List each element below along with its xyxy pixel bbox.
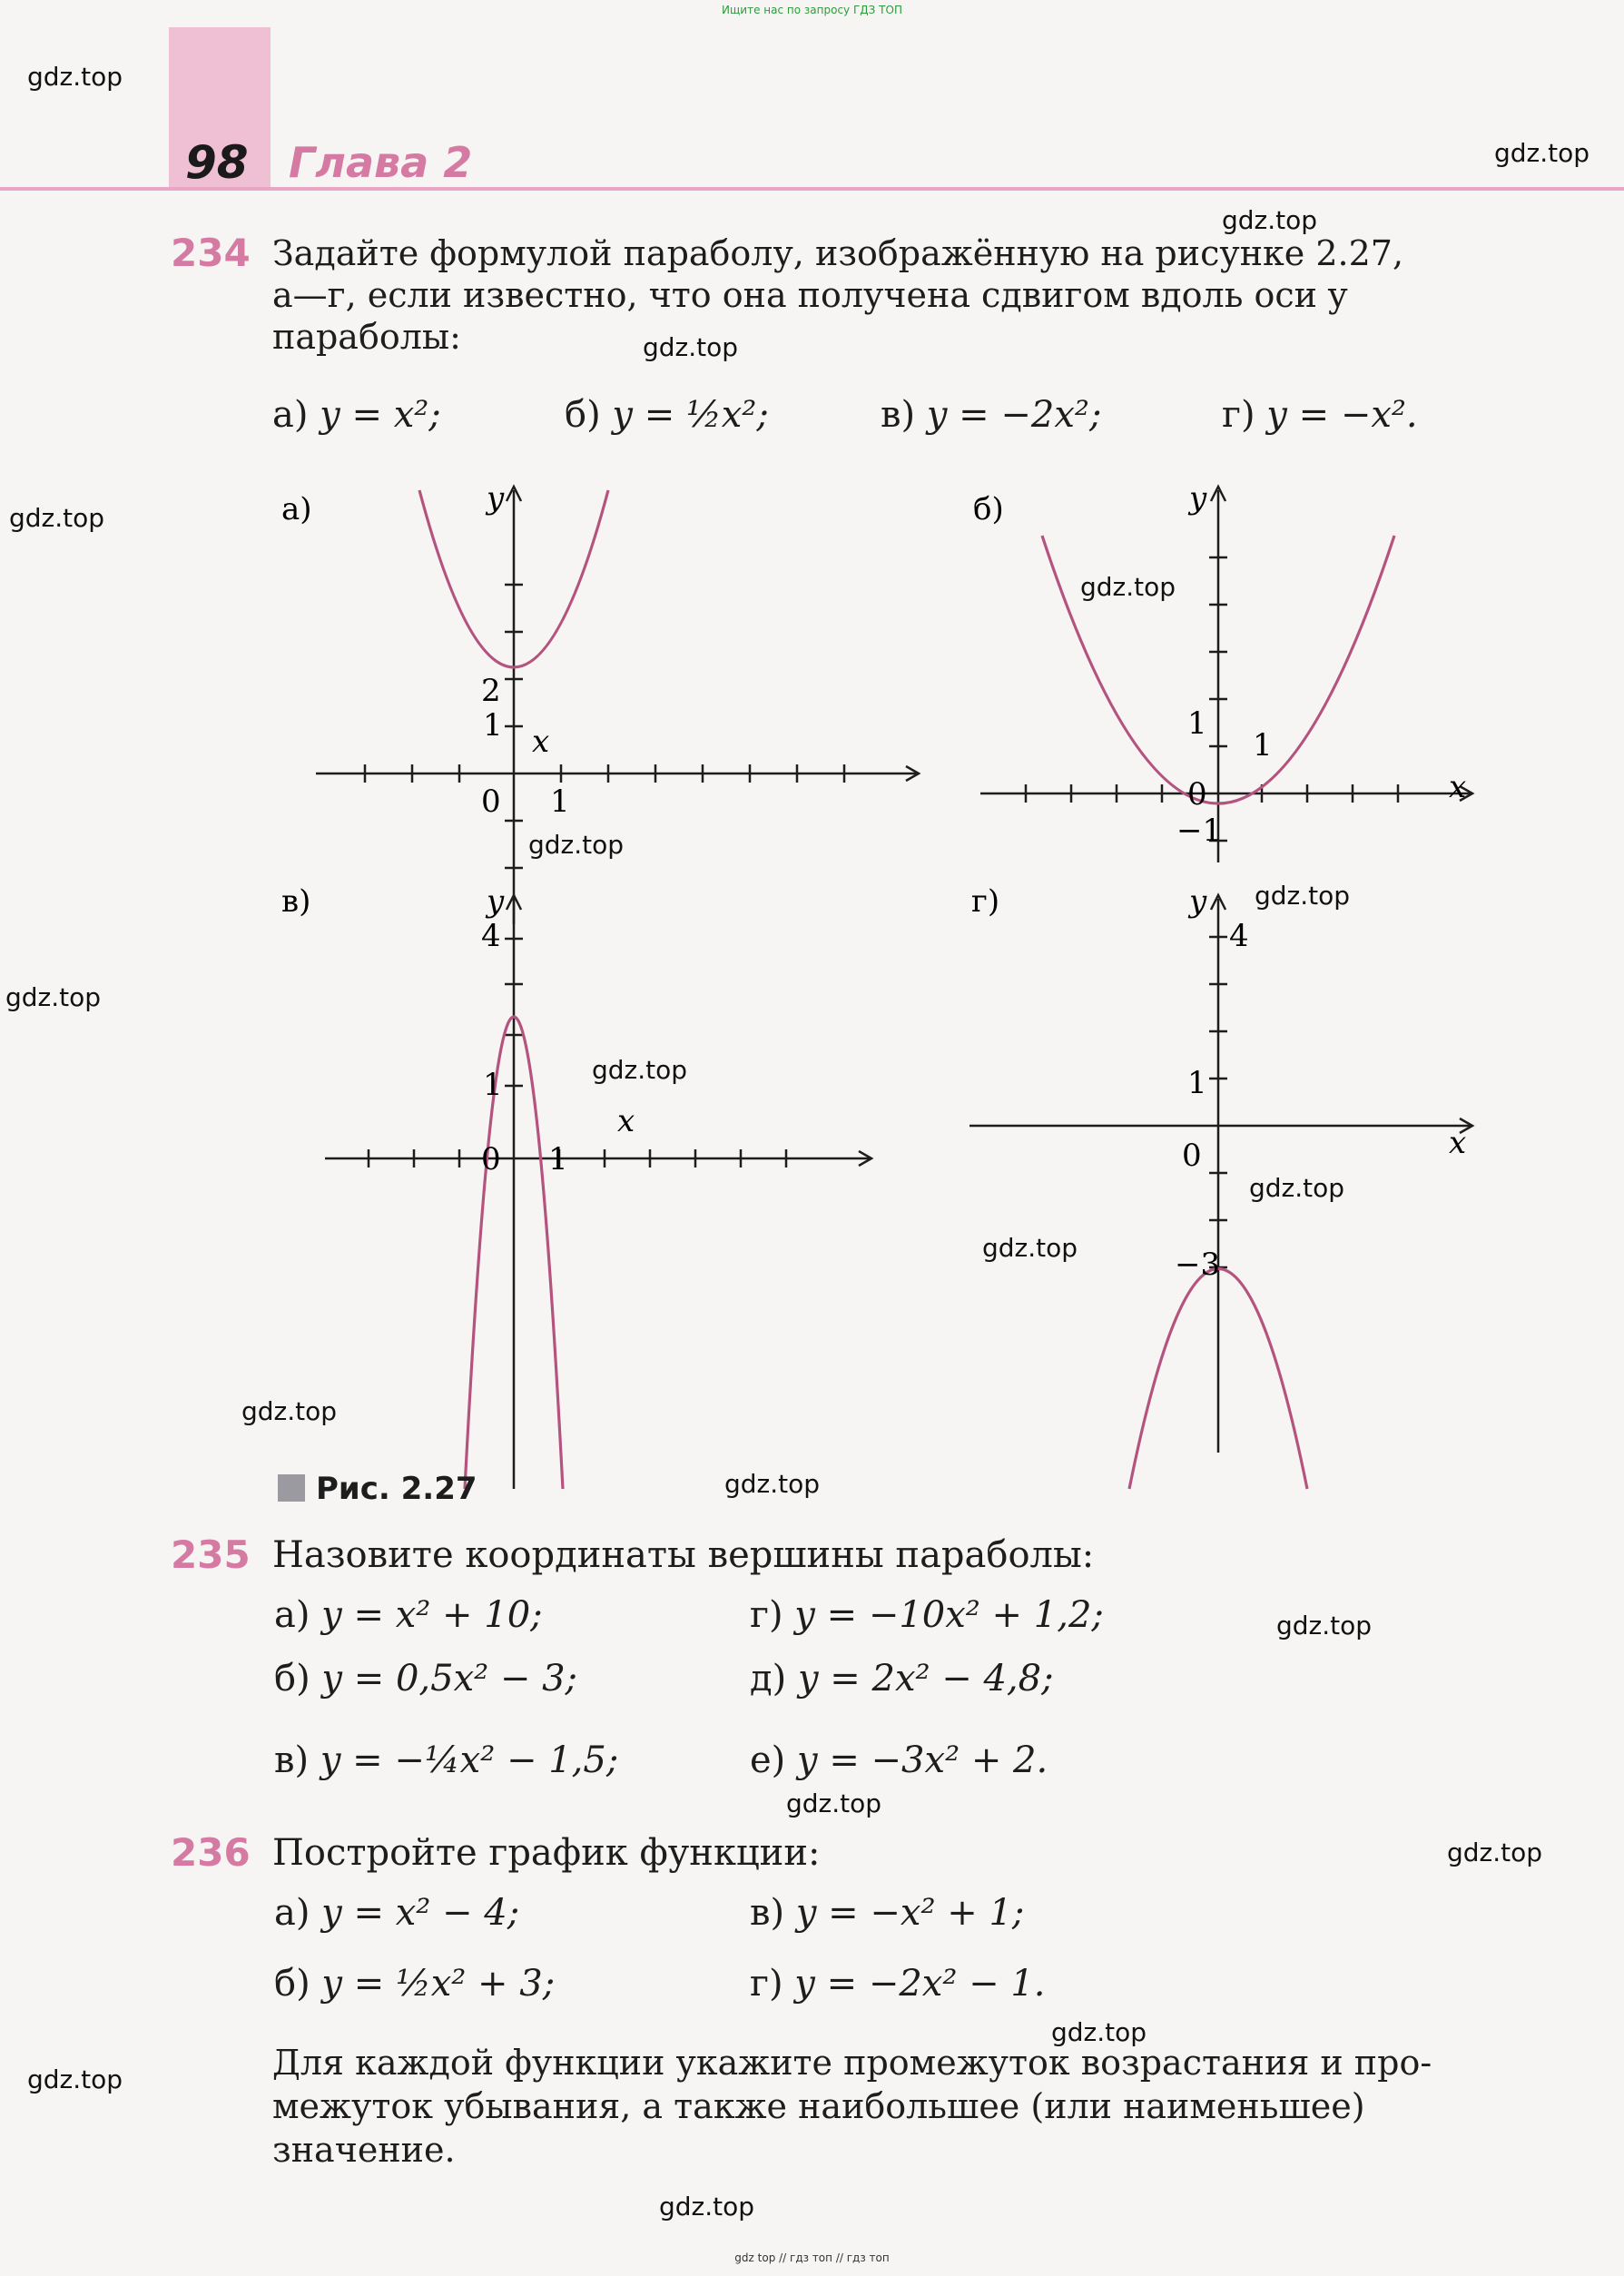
- caption-square-icon: [278, 1474, 305, 1502]
- ex236-item: а) y = x² − 4;: [274, 1892, 520, 1934]
- ex235-item: д) y = 2x² − 4,8;: [750, 1658, 1054, 1700]
- watermark: gdz.top: [1276, 1611, 1373, 1640]
- exercise-number-236: 236: [171, 1830, 251, 1875]
- watermark: gdz.top: [659, 2192, 755, 2222]
- tick-label: 1: [550, 783, 570, 820]
- text-line: Задайте формулой параболу, изображённую на рисунке 2.27,: [272, 233, 1404, 273]
- ticks-a: [365, 585, 844, 868]
- y-axis-label-c: y: [487, 883, 505, 920]
- text-line: межуток убывания, а также наибольшее (или наименьшее): [272, 2086, 1365, 2126]
- bottom-note: gdz top // гдз топ // гдз топ: [734, 2251, 890, 2264]
- watermark: gdz.top: [1494, 138, 1590, 168]
- x-axis-label-b: x: [1449, 769, 1467, 805]
- watermark: gdz.top: [724, 1469, 821, 1499]
- panel-label-b: б): [973, 491, 1004, 527]
- exercise-number-234: 234: [171, 231, 251, 275]
- watermark: gdz.top: [1255, 881, 1351, 911]
- exercise-236-title: Постройте график функции:: [272, 1832, 821, 1874]
- y-axis-label-b: y: [1189, 480, 1207, 517]
- panel-label-d: г): [971, 883, 1000, 920]
- ex235-item: б) y = 0,5x² − 3;: [274, 1658, 578, 1700]
- ex234-item-c: в) y = −2x²;: [881, 394, 1102, 436]
- ticks-b: [1026, 557, 1398, 841]
- tick-label: 0: [481, 783, 501, 820]
- watermark: gdz.top: [241, 1396, 338, 1426]
- panel-label-c: в): [281, 883, 311, 920]
- tick-label: 2: [481, 673, 501, 709]
- page-number: 98: [185, 136, 249, 189]
- ex236-item: б) y = ½x² + 3;: [274, 1963, 556, 2005]
- tick-label: 4: [1229, 918, 1249, 954]
- watermark: gdz.top: [1080, 572, 1176, 602]
- ex234-item-a: а) y = x²;: [272, 394, 441, 436]
- tick-label: 0: [481, 1141, 501, 1177]
- watermark: gdz.top: [27, 62, 123, 92]
- tick-label: 1: [1187, 705, 1207, 742]
- figure-caption: Рис. 2.27: [278, 1471, 477, 1507]
- watermark: gdz.top: [9, 503, 105, 533]
- ticks-c: [369, 939, 786, 1168]
- ex235-item: в) y = −¼x² − 1,5;: [274, 1739, 619, 1781]
- watermark: gdz.top: [528, 830, 625, 860]
- ex236-item: г) y = −2x² − 1.: [750, 1963, 1046, 2005]
- tick-label: 1: [1187, 1065, 1207, 1101]
- x-axis-label-d: x: [1449, 1125, 1467, 1161]
- watermark: gdz.top: [5, 982, 102, 1012]
- exercise-236-note: [272, 2041, 1589, 2172]
- text-line: а—г, если известно, что она получена сдвигом вдоль оси y: [272, 275, 1348, 315]
- tick-label: 1: [548, 1141, 568, 1177]
- ex235-item: а) y = x² + 10;: [274, 1594, 543, 1636]
- tick-label: 0: [1182, 1138, 1202, 1174]
- exercise-number-235: 235: [171, 1532, 251, 1577]
- tick-label: −1: [1176, 813, 1223, 849]
- ex234-item-d: г) y = −x².: [1222, 394, 1418, 436]
- x-axis-label-c: x: [617, 1103, 635, 1139]
- ex234-item-b: б) y = ½x²;: [565, 394, 769, 436]
- tick-label: 1: [483, 707, 503, 744]
- y-axis-label-a: y: [487, 480, 505, 517]
- x-axis-label-a: x: [532, 724, 550, 760]
- text-line: значение.: [272, 2130, 456, 2170]
- ex235-item: е) y = −3x² + 2.: [750, 1739, 1048, 1781]
- exercise-235-title: Назовите координаты вершины параболы:: [272, 1534, 1095, 1576]
- tick-label: 1: [483, 1067, 503, 1103]
- ex236-item: в) y = −x² + 1;: [750, 1892, 1025, 1934]
- chapter-title: Глава 2: [289, 138, 473, 187]
- top-note: Ищите нас по запросу ГДЗ ТОП: [722, 4, 902, 16]
- watermark: gdz.top: [27, 2064, 123, 2094]
- tick-label: 1: [1253, 727, 1273, 764]
- watermark: gdz.top: [592, 1055, 688, 1085]
- watermark: gdz.top: [786, 1788, 882, 1818]
- watermark: gdz.top: [1222, 205, 1318, 235]
- ex235-item: г) y = −10x² + 1,2;: [750, 1594, 1104, 1636]
- panel-label-a: а): [281, 491, 312, 527]
- tick-label: 0: [1187, 776, 1207, 813]
- watermark: gdz.top: [1051, 2017, 1147, 2047]
- tick-label: 4: [481, 918, 501, 954]
- watermark: gdz.top: [1249, 1173, 1345, 1203]
- text-line: Для каждой функции укажите промежуток возрастания и про-: [272, 2043, 1432, 2083]
- watermark: gdz.top: [643, 332, 739, 362]
- watermark: gdz.top: [982, 1233, 1078, 1263]
- text-line: параболы:: [272, 317, 461, 357]
- tick-label: −3: [1175, 1246, 1221, 1283]
- y-axis-label-d: y: [1189, 883, 1207, 920]
- watermark: gdz.top: [1447, 1838, 1543, 1867]
